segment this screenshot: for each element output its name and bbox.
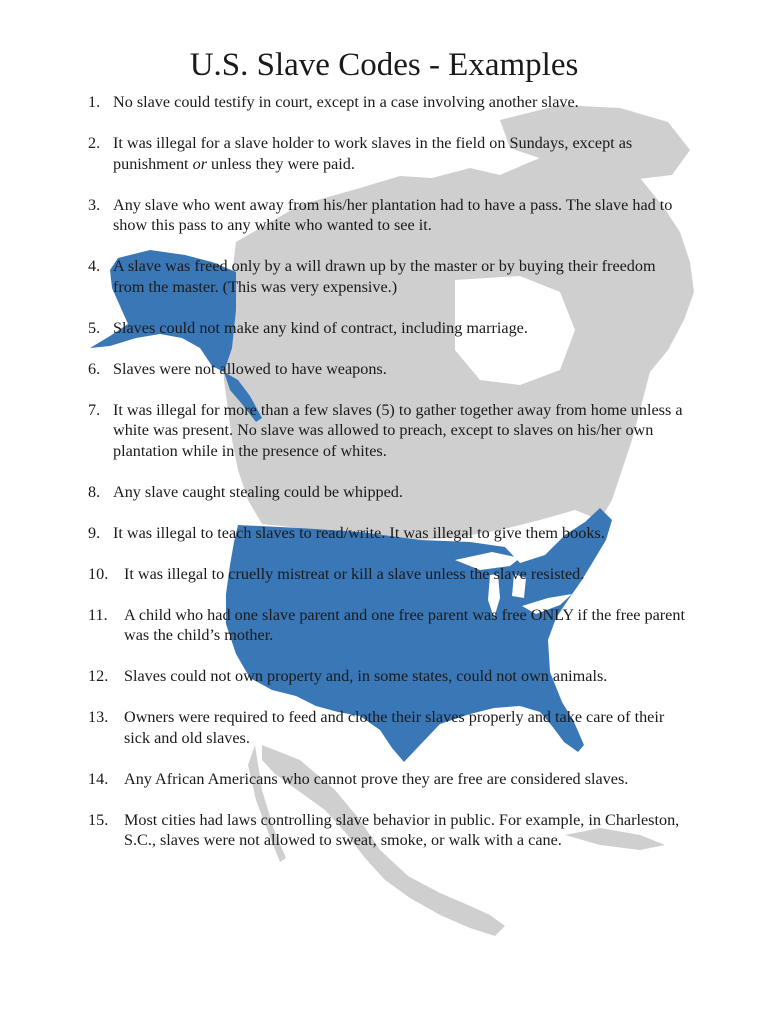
list-item-number: 9.	[88, 523, 101, 542]
list-item	[88, 769, 688, 790]
list-item-text: It was illegal for more than a few slaves (5) to gather together away from home unless a white was present. No slave was allowed to preach, except to slaves on his/her own plantation while in the presence of whites.	[113, 400, 683, 460]
list-item-text: It was illegal to teach slaves to read/write. It was illegal to give them books.	[113, 523, 605, 542]
list-item-number: 7.	[88, 400, 101, 419]
list-item-text: Slaves could not make any kind of contract, including marriage.	[113, 318, 528, 337]
list-item-text: Owners were required to feed and clothe their slaves properly and take care of their sick and old slaves.	[124, 708, 665, 747]
page-title: U.S. Slave Codes - Examples	[189, 47, 579, 83]
list-item	[88, 133, 688, 174]
list-item	[88, 256, 688, 297]
list-item-text-part: It was illegal for a slave holder to work slaves in the field on Sundays, except as punishment	[113, 134, 633, 173]
list-item-number: 13.	[88, 708, 109, 726]
list-item-text: It was illegal to cruelly mistreat or kill a slave unless the slave resisted.	[124, 564, 585, 583]
list-item-text: Any African Americans who cannot prove they are free are considered slaves.	[124, 769, 629, 788]
list-item	[88, 707, 688, 748]
list-item-number: 11.	[88, 605, 108, 624]
list-item	[88, 605, 688, 646]
list-item-number: 15.	[88, 810, 109, 829]
list-item-text: Any slave caught stealing could be whipped.	[113, 482, 403, 501]
list-item-emphasis: or	[192, 154, 207, 173]
list-item-number: 10.	[88, 564, 109, 583]
list-item	[88, 564, 688, 585]
list-item	[88, 400, 688, 462]
list-item-number: 12.	[88, 667, 109, 685]
list-item-text: Any slave who went away from his/her plantation had to have a pass. The slave had to show this pass to any white who wanted to see it.	[113, 195, 673, 234]
list-item-text: No slave could testify in court, except in a case involving another slave.	[113, 93, 579, 111]
list-item	[88, 318, 688, 339]
list-item-number: 8.	[88, 482, 101, 501]
list-item-number: 4.	[88, 257, 101, 275]
list-item	[88, 810, 688, 851]
list-item	[88, 359, 688, 380]
list-item	[88, 195, 688, 236]
list-item	[88, 523, 688, 544]
list-item	[88, 482, 688, 503]
list-item	[88, 92, 688, 113]
list-item-number: 14.	[88, 769, 109, 788]
list-item-number: 2.	[88, 134, 101, 152]
list-item-text: Most cities had laws controlling slave behavior in public. For example, in Charleston, S.C., slaves were not allowed to sweat, smoke, or walk with a cane.	[124, 810, 680, 849]
list-item-text: A slave was freed only by a will drawn up by the master or by buying their freedom from the master. (This was very expensive.)	[113, 257, 656, 296]
list-item-text: Slaves could not own property and, in some states, could not own animals.	[124, 667, 608, 685]
list-item-number: 1.	[88, 93, 101, 111]
slave-codes-list	[88, 92, 688, 871]
list-item-number: 3.	[88, 195, 101, 214]
list-item-text: Slaves were not allowed to have weapons.	[113, 359, 387, 378]
list-item-text: A child who had one slave parent and one free parent was free ONLY if the free parent was the child’s mother.	[124, 605, 685, 644]
list-item	[88, 666, 688, 687]
list-item-text	[88, 133, 688, 174]
list-item-number: 5.	[88, 318, 101, 337]
list-item-number: 6.	[88, 359, 101, 378]
list-item-text-part: unless they were paid.	[207, 154, 355, 173]
